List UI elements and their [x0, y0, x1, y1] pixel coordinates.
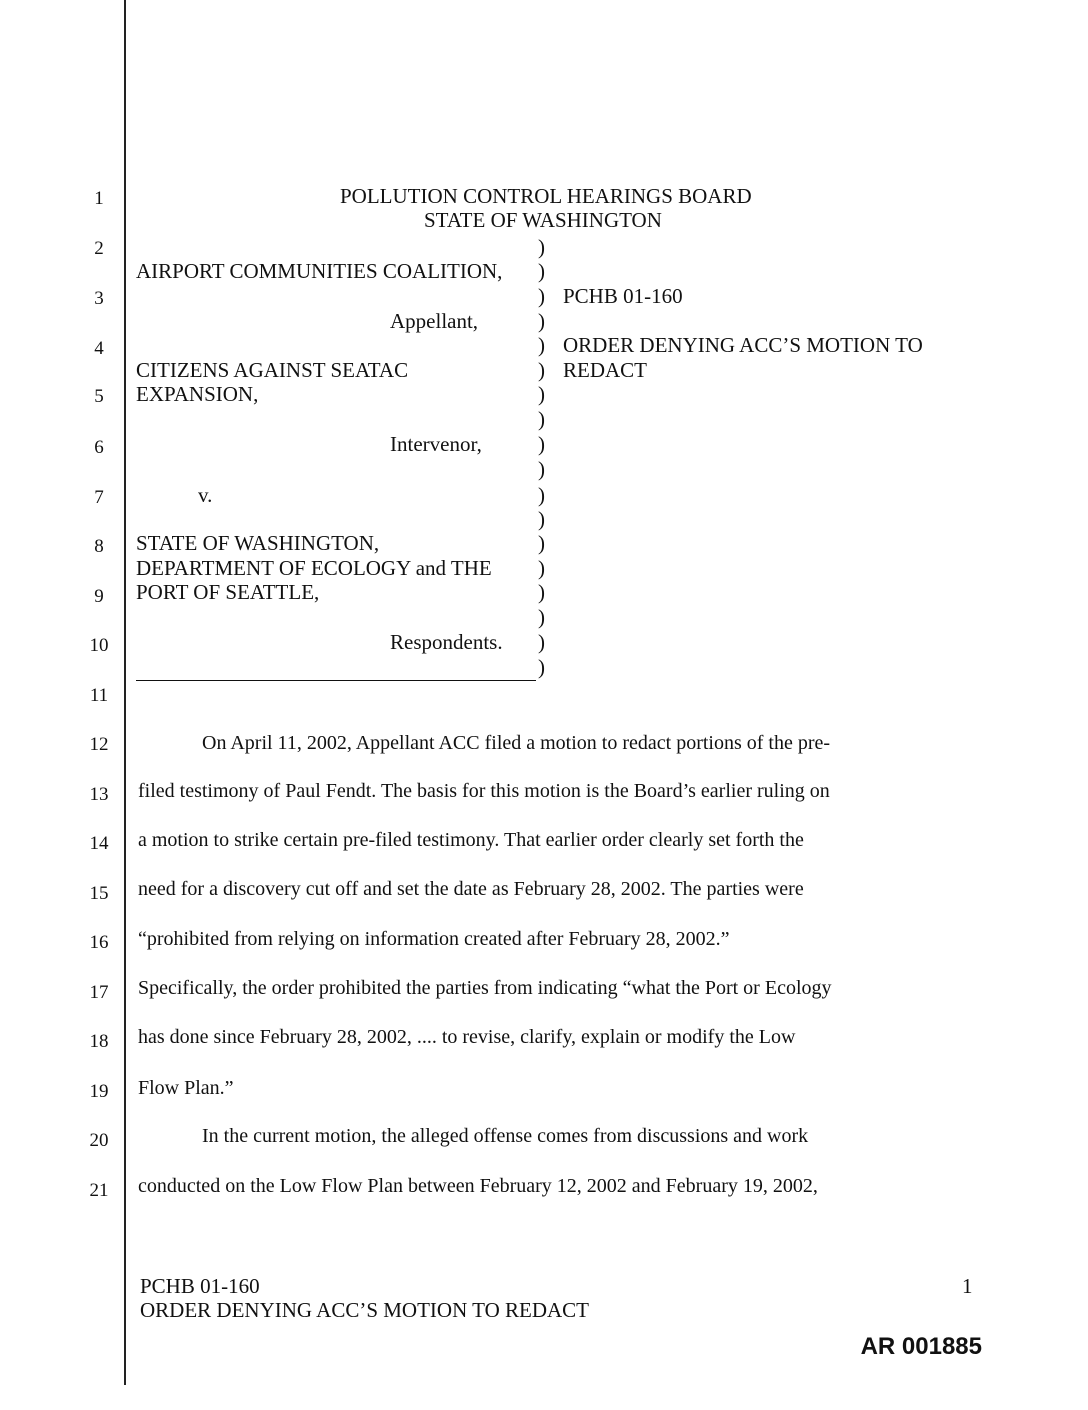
line-number: 4	[94, 338, 104, 359]
intervenor-role: Intervenor,	[390, 432, 482, 456]
line-number: 6	[94, 437, 104, 458]
caption-paren: )	[538, 556, 545, 580]
caption-paren: )	[538, 235, 545, 259]
caption-paren: )	[538, 382, 545, 406]
appellant-name: AIRPORT COMMUNITIES COALITION,	[136, 259, 503, 283]
appellant-role: Appellant,	[390, 309, 479, 333]
caption-paren: )	[538, 432, 545, 456]
caption-paren: )	[538, 284, 545, 308]
line-number: 3	[94, 288, 104, 309]
line-number: 21	[89, 1180, 109, 1201]
respondent-role: Respondents.	[390, 630, 503, 654]
line-number: 5	[94, 386, 104, 407]
versus: v.	[198, 483, 213, 507]
bates-number: AR 001885	[860, 1333, 982, 1360]
body-line: filed testimony of Paul Fendt. The basis for this motion is the Board’s earlier ruling on	[138, 780, 830, 802]
caption-paren: )	[538, 333, 545, 357]
respondent-name-cont: DEPARTMENT OF ECOLOGY and THE	[136, 556, 492, 580]
body-line: Flow Plan.”	[138, 1077, 234, 1099]
body-line: conducted on the Low Flow Plan between February 12, 2002 and February 19, 2002,	[138, 1175, 818, 1197]
caption-paren: )	[538, 531, 545, 555]
order-title-cont: REDACT	[563, 358, 647, 382]
body-line: On April 11, 2002, Appellant ACC filed a motion to redact portions of the pre-	[202, 732, 831, 754]
caption-paren: )	[538, 605, 545, 629]
order-title: ORDER DENYING ACC’S MOTION TO	[563, 333, 923, 357]
footer-case-number: PCHB 01-160	[140, 1274, 260, 1298]
body-line: has done since February 28, 2002, .... to revise, clarify, explain or modify the Low	[138, 1026, 796, 1048]
intervenor-name-cont: EXPANSION,	[136, 382, 259, 406]
left-margin-rule	[124, 0, 126, 1385]
line-number: 8	[94, 536, 104, 557]
line-number: 11	[89, 685, 109, 706]
line-number: 12	[89, 734, 109, 755]
body-line: Specifically, the order prohibited the parties from indicating “what the Port or Ecology	[138, 977, 832, 999]
line-number: 15	[89, 883, 109, 904]
caption-paren: )	[538, 580, 545, 604]
caption-paren: )	[538, 483, 545, 507]
caption-paren: )	[538, 309, 545, 333]
caption-paren: )	[538, 358, 545, 382]
line-number: 14	[89, 833, 109, 854]
line-number: 16	[89, 932, 109, 953]
line-number: 20	[89, 1130, 109, 1151]
caption-paren: )	[538, 630, 545, 654]
line-number: 10	[89, 635, 109, 656]
line-number: 18	[89, 1031, 109, 1052]
line-number: 1	[94, 188, 104, 209]
body-line: need for a discovery cut off and set the date as February 28, 2002. The parties were	[138, 878, 804, 900]
caption-paren: )	[538, 507, 545, 531]
body-line: “prohibited from relying on information created after February 28, 2002.”	[138, 928, 730, 950]
line-number: 19	[89, 1081, 109, 1102]
intervenor-name: CITIZENS AGAINST SEATAC	[136, 358, 409, 382]
caption-paren: )	[538, 655, 545, 679]
caption-paren: )	[538, 457, 545, 481]
line-number: 13	[89, 784, 109, 805]
line-number: 9	[94, 586, 104, 607]
caption-paren: )	[538, 407, 545, 431]
caption-paren: )	[538, 259, 545, 283]
case-number: PCHB 01-160	[563, 284, 683, 308]
page-number: 1	[962, 1274, 973, 1298]
respondent-name-cont: PORT OF SEATTLE,	[136, 580, 320, 604]
caption-underline	[136, 680, 536, 681]
line-number: 2	[94, 238, 104, 259]
body-line: a motion to strike certain pre-filed testimony. That earlier order clearly set forth the	[138, 829, 804, 851]
line-number: 17	[89, 982, 109, 1003]
body-line: In the current motion, the alleged offense comes from discussions and work	[202, 1125, 809, 1147]
line-number: 7	[94, 487, 104, 508]
footer-title: ORDER DENYING ACC’S MOTION TO REDACT	[140, 1298, 589, 1322]
board-name: POLLUTION CONTROL HEARINGS BOARD	[340, 184, 752, 208]
respondent-name: STATE OF WASHINGTON,	[136, 531, 380, 555]
board-state: STATE OF WASHINGTON	[424, 208, 662, 232]
